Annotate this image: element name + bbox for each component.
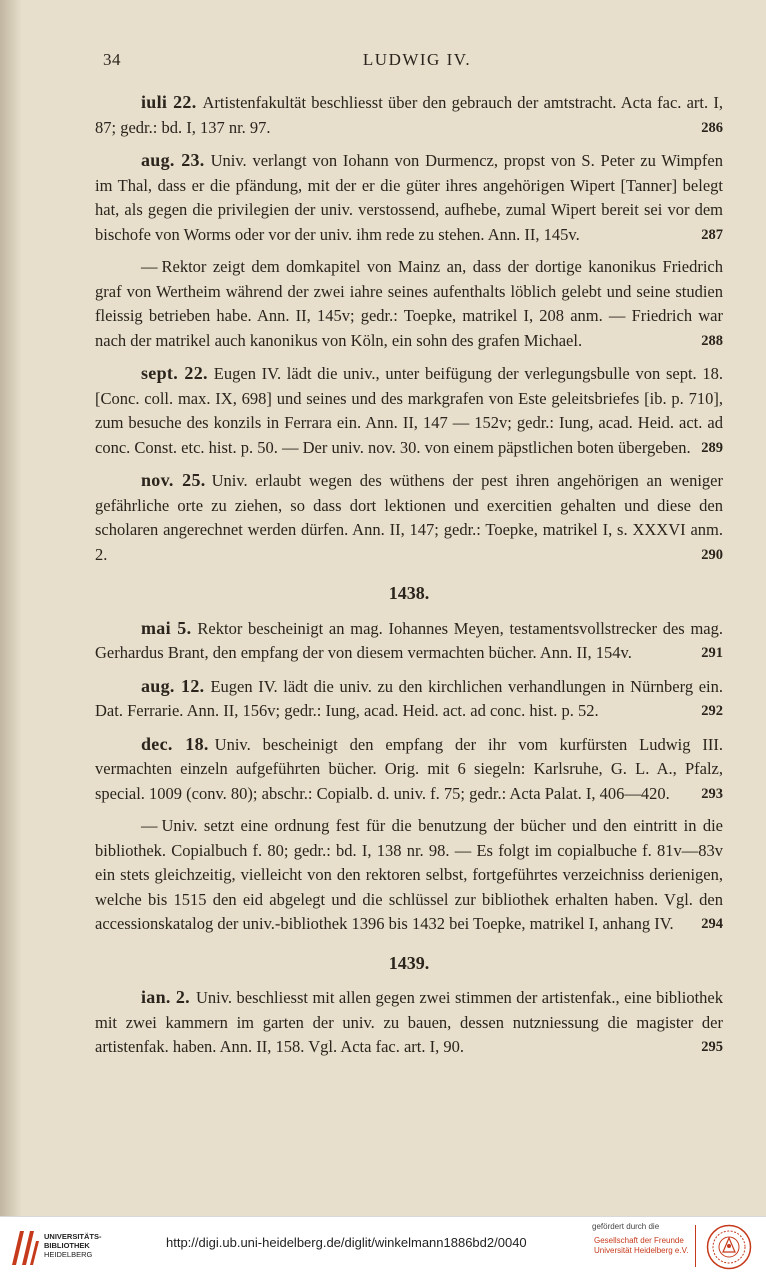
year-heading: 1439.: [388, 952, 430, 973]
regest-entry: [95, 674, 723, 724]
entry-number: 293: [701, 785, 723, 802]
entry-text: Univ. beschliesst mit allen gegen zwei stimmen der artistenfak., eine bibliothek mit zwei kammern im garten der univ. zu bauen, dessen nutzniessung die magister der artistenfak. haben. Ann. II, 158. Vgl. Acta fac. art. I, 90.: [95, 988, 723, 1056]
entry-number: 286: [701, 119, 723, 136]
entry-date: sept. 22.: [141, 363, 208, 383]
entry-text: Univ. bescheinigt den empfang der ihr vom kurfürsten Ludwig III. vermachten einzeln aufgeführten bücher. Orig. mit 6 siegeln: Karlsruhe, G. L. A., Pfalz, special. 1009 (conv. 80); abschr.: Copialb. d. univ. f. 75; gedr.: Acta Palat. I, 406—420.: [95, 734, 724, 803]
regest-entry: [95, 732, 723, 807]
entry-number: 294: [701, 916, 723, 932]
entry-text: Eugen IV. lädt die univ., unter beifügung der verlegungsbulle von sept. 18. [Conc. coll. max. IX, 698] und seines und des markgrafen von Este geleitsbriefes [ib. p. 710], zum besuche des konzils in Ferrara ein. Ann. II, 147 — 152v; gedr.: Iung, acad. Heid. act. ad conc. Const. etc. hist. p. 50. — Der univ. nov. 30. von einem päpstlichen boten übergeben.: [95, 364, 723, 457]
entry-number: 291: [701, 645, 723, 661]
university-library-logo-icon: [10, 1229, 40, 1267]
library-name-line-1: UNIVERSITÄTS-: [44, 1232, 102, 1241]
entry-text: Eugen IV. lädt die univ. zu den kirchlichen verhandlungen in Nürnberg ein. Dat. Ferrarie. Ann. II, 156v; gedr.: Iung, acad. Heid. act. ad conc. hist. p. 52.: [95, 676, 724, 720]
university-library-name: [44, 1232, 102, 1259]
sponsor-label: gefördert durch die: [592, 1222, 660, 1231]
same-date-dash: —: [141, 257, 158, 276]
entry-number: 288: [701, 332, 723, 349]
regesta-entries: [95, 90, 723, 1068]
library-name-line-3: HEIDELBERG: [44, 1250, 93, 1259]
entry-date: dec. 18.: [141, 733, 209, 754]
entry-date: iuli 22.: [141, 92, 197, 112]
entry-text: Univ. erlaubt wegen des wüthens der pest ihren angehörigen an weniger gefährliche orte zu ziehen, so dass dort lektionen und exercitien gehalten und diese den scholaren angerechnet werden dürfen. Ann. II, 147; gedr.: Toepke, matrikel I, s. XXXVI anm. 2.: [95, 471, 723, 564]
regest-entry: [95, 90, 723, 140]
entry-date: mai 5.: [141, 617, 192, 638]
regest-entry: [95, 985, 723, 1060]
entry-number: 290: [701, 546, 723, 563]
entry-number: 287: [701, 226, 723, 243]
entry-number: 292: [701, 703, 723, 719]
entry-text: Rektor bescheinigt an mag. Iohannes Meyen, testamentsvollstrecker des mag. Gerhardus Brant, den empfang der von diesem vermachten bücher. Ann. II, 154v.: [95, 618, 723, 662]
entry-text: Rektor zeigt dem domkapitel von Mainz an, dass der dortige kanonikus Friedrich graf von Wertheim während der zwei iahre seines aufenthalts löblich gelebt und seine studien fleissig betrieben habe. Ann. II, 145v; gedr.: Toepke, matrikel I, 208 anm. — Friedrich war nach der matrikel auch kanonikus von Köln, ein sohn des grafen Michael.: [95, 257, 723, 350]
footer-divider: [695, 1225, 696, 1267]
regest-entry: [95, 148, 723, 247]
same-date-dash: —: [141, 816, 158, 835]
sponsor-line-1: Gesellschaft der Freunde: [594, 1236, 684, 1245]
digitization-footer: [0, 1216, 766, 1274]
permalink-url[interactable]: http://digi.ub.uni-heidelberg.de/diglit/winkelmann1886bd2/0040: [166, 1235, 527, 1250]
entry-text: Artistenfakultät beschliesst über den gebrauch der amtstracht. Acta fac. art. I, 87; gedr.: bd. I, 137 nr. 97.: [95, 93, 723, 137]
entry-number: 295: [701, 1039, 723, 1055]
sponsor-name: [594, 1236, 688, 1256]
entry-date: aug. 12.: [141, 675, 205, 696]
regest-entry: [95, 255, 723, 353]
entry-date: ian. 2.: [141, 987, 190, 1007]
entry-date: nov. 25.: [141, 470, 206, 490]
year-heading: 1438.: [388, 583, 430, 603]
regest-entry: [95, 468, 723, 567]
page-gutter-shadow: [0, 0, 22, 1216]
regest-entry: [95, 361, 723, 460]
running-title: LUDWIG IV.: [362, 50, 472, 69]
university-seal-icon: [706, 1224, 752, 1270]
running-header: [95, 48, 739, 72]
page-number: 34: [103, 50, 121, 69]
sponsor-line-2: Universität Heidelberg e.V.: [594, 1246, 689, 1255]
library-name-line-2: BIBLIOTHEK: [44, 1241, 90, 1250]
entry-text: Univ. setzt eine ordnung fest für die benutzung der bücher und den eintritt in die bibliothek. Copialbuch f. 80; gedr.: bd. I, 138 nr. 98. — Es folgt im copialbuche f. 81v—83v ein stets gleichzeitig, vielleicht von den rektoren selbst, fortgeführtes verzeichniss derienigen, welche bis 1515 den eid abgelegt und die schlüssel zur bibliothek erhalten haben. Vgl. den accessionskatalog der univ.-bibliothek 1396 bis 1432 bei Toepke, matrikel I, anhang IV.: [95, 816, 723, 933]
entry-date: aug. 23.: [141, 150, 205, 170]
entry-text: Univ. verlangt von Iohann von Durmencz, propst von S. Peter zu Wimpfen im Thal, dass er die pfändung, mit der er die güter ihres angehörigen Wipert [Tanner] belegt hat, als gegen die privilegien der univ. verstossend, aufhebe, zumal Wipert bereit sei vor dem bischofe von Worms oder vor der univ. ihm rede zu stehen. Ann. II, 145v.: [95, 151, 723, 244]
regest-entry: [95, 814, 723, 937]
regest-entry: [95, 616, 723, 666]
entry-number: 289: [701, 439, 723, 456]
